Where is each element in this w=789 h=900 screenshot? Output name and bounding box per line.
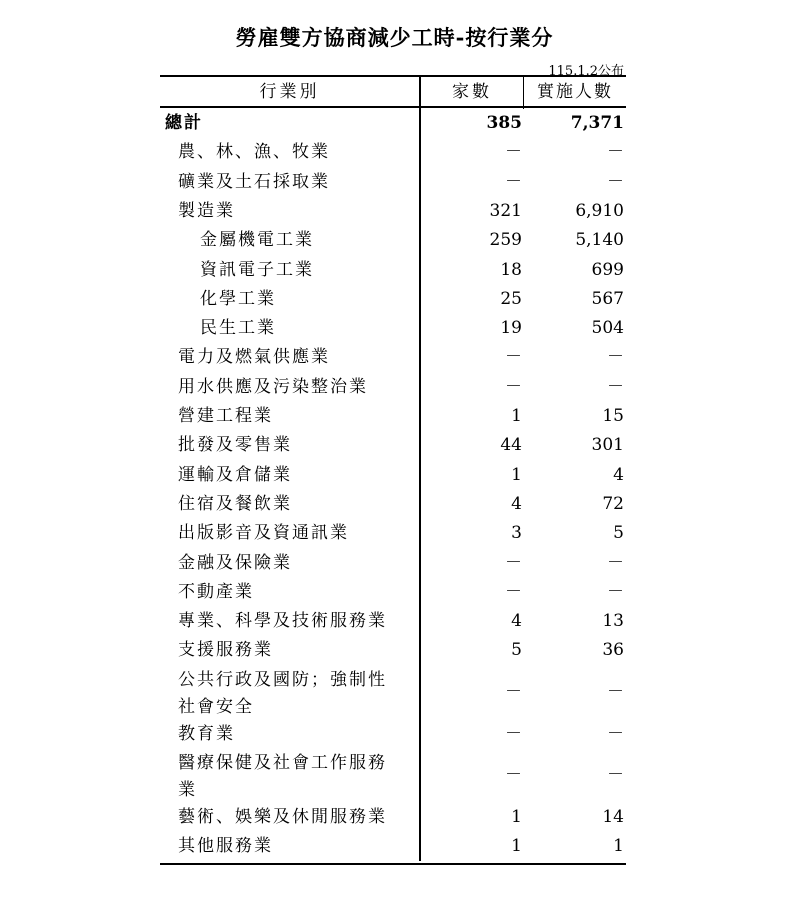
row-household-count: 385 — [486, 113, 522, 133]
row-people-count: 15 — [602, 406, 624, 426]
row-industry-name: 營建工程業 — [178, 406, 273, 426]
row-industry-name: 教育業 — [178, 723, 235, 744]
table-row — [160, 196, 626, 225]
table-row — [160, 137, 626, 166]
row-industry-name: 製造業 — [178, 200, 235, 221]
table-row — [160, 167, 626, 196]
row-household-count: 44 — [500, 435, 522, 456]
table-row — [160, 460, 626, 489]
row-industry-name: 金屬機電工業 — [200, 230, 314, 251]
row-people-count: － — [607, 376, 624, 397]
row-people-count: － — [607, 723, 624, 744]
row-industry-name: 礦業及土石採取業 — [178, 171, 330, 192]
row-household-count: － — [505, 171, 522, 192]
row-people-count: － — [607, 142, 624, 163]
row-industry-name: 電力及燃氣供應業 — [178, 347, 330, 368]
row-people-count: 4 — [613, 464, 624, 485]
table-row — [160, 430, 626, 459]
row-household-count: 5 — [511, 640, 522, 661]
row-household-count: － — [505, 581, 522, 602]
row-industry-name: 化學工業 — [200, 288, 276, 309]
row-people-count: － — [607, 347, 624, 368]
row-household-count: － — [505, 723, 522, 744]
header-people: 實施人數 — [537, 82, 613, 102]
row-people-count: 504 — [591, 318, 624, 339]
table-row — [160, 548, 626, 577]
row-people-count: － — [607, 552, 624, 573]
row-household-count: 4 — [511, 611, 522, 632]
table-row — [160, 313, 626, 342]
row-industry-name: 運輸及倉儲業 — [178, 464, 292, 485]
row-household-count: 19 — [500, 318, 522, 339]
row-household-count: 4 — [511, 493, 522, 514]
row-people-count: － — [607, 681, 624, 702]
row-industry-name: 金融及保險業 — [178, 552, 292, 573]
table-row — [160, 372, 626, 401]
publish-date: 115.1.2公布 — [548, 64, 624, 79]
table-row — [160, 802, 626, 831]
table-row — [160, 719, 626, 748]
row-household-count: 321 — [489, 200, 522, 221]
row-industry-name: 醫療保健及社會工作服務 業 — [178, 753, 387, 800]
row-people-count: 6,910 — [575, 200, 624, 221]
row-people-count: 699 — [591, 259, 624, 280]
row-industry-name: 不動產業 — [178, 581, 254, 602]
row-industry-name: 資訊電子工業 — [200, 259, 314, 280]
row-household-count: 3 — [511, 523, 522, 544]
row-people-count: － — [607, 581, 624, 602]
row-people-count: 301 — [591, 435, 624, 456]
row-industry-name: 農、林、漁、牧業 — [178, 142, 330, 163]
row-people-count: － — [607, 171, 624, 192]
row-household-count: － — [505, 142, 522, 163]
row-industry-name: 出版影音及資通訊業 — [178, 523, 349, 544]
row-people-count: － — [607, 765, 624, 785]
row-household-count: 1 — [511, 406, 522, 426]
row-people-count: 5 — [613, 523, 624, 544]
row-people-count: 1 — [613, 836, 624, 857]
table-row — [160, 831, 626, 860]
row-household-count: 1 — [511, 836, 522, 857]
table-row — [160, 284, 626, 313]
row-people-count: 5,140 — [575, 230, 624, 251]
row-people-count: 14 — [602, 807, 624, 827]
row-household-count: － — [505, 347, 522, 368]
row-industry-name: 公共行政及國防；強制性 社會安全 — [178, 669, 387, 717]
row-industry-name: 藝術、娛樂及休閒服務業 — [178, 807, 387, 827]
row-household-count: 25 — [500, 288, 522, 309]
table-row — [160, 606, 626, 635]
table-row — [160, 748, 626, 802]
row-people-count: 36 — [602, 640, 624, 661]
table-row — [160, 518, 626, 547]
header-industry: 行業別 — [259, 82, 320, 102]
row-industry-name: 專業、科學及技術服務業 — [178, 611, 387, 632]
table-row — [160, 342, 626, 371]
row-industry-name: 用水供應及污染整治業 — [178, 376, 368, 397]
table-row — [160, 635, 626, 664]
row-household-count: － — [505, 765, 522, 785]
table-row — [160, 255, 626, 284]
header-households: 家數 — [452, 82, 492, 102]
row-people-count: 13 — [602, 611, 624, 632]
table-row — [160, 225, 626, 254]
row-household-count: 259 — [489, 230, 522, 251]
row-household-count: － — [505, 376, 522, 397]
row-people-count: 72 — [602, 493, 624, 514]
row-household-count: － — [505, 552, 522, 573]
table-row — [160, 577, 626, 606]
row-household-count: － — [505, 681, 522, 702]
row-industry-name: 總計 — [165, 113, 203, 133]
row-industry-name: 住宿及餐飲業 — [178, 493, 292, 514]
table-row — [160, 665, 626, 719]
row-household-count: 1 — [511, 807, 522, 827]
row-industry-name: 民生工業 — [200, 318, 276, 339]
row-household-count: 1 — [511, 464, 522, 485]
row-people-count: 567 — [591, 288, 624, 309]
row-industry-name: 支援服務業 — [178, 640, 273, 661]
row-people-count: 7,371 — [570, 113, 624, 133]
table-row — [160, 108, 626, 137]
row-household-count: 18 — [500, 259, 522, 280]
table-row — [160, 401, 626, 430]
row-industry-name: 其他服務業 — [178, 836, 273, 857]
table-row — [160, 489, 626, 518]
page-title: 勞雇雙方協商減少工時-按行業分 — [235, 25, 554, 50]
row-industry-name: 批發及零售業 — [178, 435, 292, 456]
